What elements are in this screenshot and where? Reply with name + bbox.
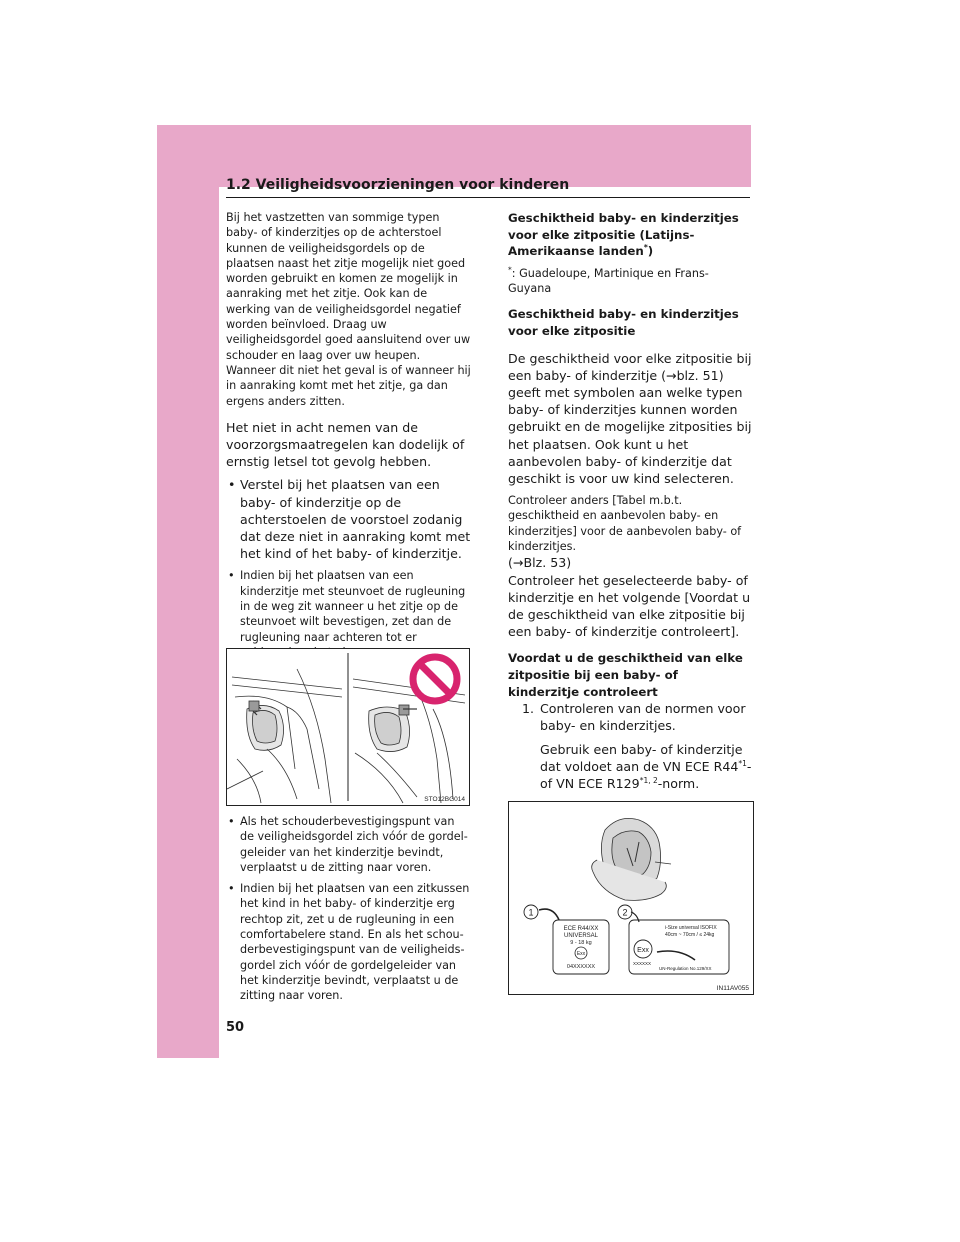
bullet-text: Verstel bij het plaatsen van een baby- of kinderzitje op de achterstoelen de voorstoel zodanig dat deze niet in aanraking komt met het kind of het baby- of kinderzitje. <box>240 477 471 562</box>
body-paragraph-3: Controleer het geselecteerde baby- of kinderzitje en het volgende [Voordat u de geschiktheid van elke zitpositie bij een baby- of kinderzitje controleert]. <box>508 572 751 640</box>
bullet-item <box>226 476 471 562</box>
body-paragraph-1: De geschiktheid voor elke zitpositie bij een baby- of kinderzitje (→blz. 51) geeft met symbolen aan welke typen baby- of kinderzitjes kunnen worden gebruikt en de mogelijke zitposities bij het plaatsen. Ook kunt u het aanbevolen baby- of kinderzitje dat geschikt is voor uw kind selecteren. <box>508 350 752 486</box>
bullet-text: Als het schouderbevestigingspunt van de veiligheidsgordel zich vóór de gordel-geleider van het kinderzitje bevindt, verplaatst u de zitting naar voren. <box>240 815 468 874</box>
step-1 <box>522 700 752 734</box>
section-title: 1.2 Veiligheidsvoorzieningen voor kinderen <box>226 177 570 193</box>
heading-latam-sup: * <box>643 243 648 253</box>
bullet-dot: • <box>228 569 235 583</box>
svg-text:1: 1 <box>528 907 534 918</box>
bullet-dot: • <box>228 882 235 896</box>
svg-text:Exx: Exx <box>637 947 649 954</box>
svg-text:9 - 18 kg: 9 - 18 kg <box>570 940 592 946</box>
svg-text:ECE R44/XX: ECE R44/XX <box>563 926 599 932</box>
detail-text: Gebruik een baby- of kinderzitje dat voldoet aan de VN ECE R44 <box>540 741 743 774</box>
heading-latam <box>508 210 752 260</box>
bullet-dot: • <box>228 477 236 493</box>
detail-text: -norm. <box>657 775 700 791</box>
left-column <box>226 210 471 660</box>
page-reference: (→Blz. 53) <box>508 555 572 571</box>
body-paragraph-2: Controleer anders [Tabel m.b.t. geschiktheid en aanbevolen baby- en kinderzitjes] voor de aanbevolen baby- of kinderzitjes. <box>508 494 742 554</box>
step-number: 1. <box>522 701 535 717</box>
figure-code: STO12BG014 <box>424 796 465 803</box>
footnote-text: : Guadeloupe, Martinique en Frans-Guyana <box>508 266 709 296</box>
detail-sup: *1 <box>738 758 747 768</box>
bottom-color-band <box>157 1038 219 1058</box>
bullet-item <box>226 814 471 875</box>
footnote <box>508 266 752 297</box>
section-rule <box>226 197 750 198</box>
prohibition-icon <box>413 657 457 701</box>
svg-text:2: 2 <box>622 907 628 918</box>
footnote-sup: * <box>508 265 512 275</box>
svg-text:04XXXXXX: 04XXXXXX <box>566 964 596 970</box>
heading-before-check: Voordat u de geschiktheid van elke zitpositie bij een baby- of kinderzitje controleert <box>508 651 743 699</box>
seat-illustration <box>227 649 469 805</box>
svg-text:i-Size universal ISOFIX: i-Size universal ISOFIX <box>665 925 717 931</box>
label-illustration <box>509 802 753 994</box>
step-1-detail-a <box>522 741 752 793</box>
bullet-text: Indien bij het plaatsen van een kinderzitje met steunvoet de rugleuning in de weg zit wanneer u het zitje op de steunvoet wilt bevestigen, zet dan de rugleuning naar achteren tot er <box>240 569 466 644</box>
callout-1 <box>524 905 559 920</box>
figure-code: IN11AV055 <box>716 985 749 992</box>
intro-paragraph: Bij het vastzetten van sommige typen baby- of kinderzitjes op de achterstoel kunnen de veiligheidsgordels op de plaatsen naast het zitje mogelijk niet goed worden gebruikt en komen ze mogelijk in aanraking met het zitje. Ook kan de werking van de veiligheidsgordel negatief worden beïnvloed. Draag uw veiligheidsgordel goed aansluitend over uw schouder en laag over uw heupen. Wanneer dit niet het geval is of wanneer hij in aanraking komt met het zitje, ga dan ergens anders zitten. <box>226 211 471 408</box>
svg-text:40cm ~ 70cm / ≤ 24kg: 40cm ~ 70cm / ≤ 24kg <box>665 932 715 938</box>
left-column-lower <box>226 814 471 1004</box>
bullet-item <box>226 568 471 660</box>
step-text: Controleren van de normen voor baby- en kinderzitjes. <box>540 701 746 734</box>
svg-text:UNIVERSAL: UNIVERSAL <box>563 933 599 939</box>
side-color-band <box>157 125 219 1058</box>
page-number: 50 <box>226 1020 245 1035</box>
heading-suitability: Geschiktheid baby- en kinderzitjes voor elke zitpositie <box>508 307 739 338</box>
svg-text:Exx: Exx <box>576 951 586 957</box>
seat-adjust-figure <box>226 648 470 806</box>
child-seat-drawing <box>592 818 671 900</box>
detail-text: - of VN ECE R129 <box>540 758 752 791</box>
bullet-item <box>226 881 471 1003</box>
detail-sup: *1, 2 <box>639 775 658 785</box>
warning-paragraph: Het niet in acht nemen van de voorzorgsmaatregelen kan dodelijk of ernstig letsel tot gevolg hebben. <box>226 419 465 470</box>
svg-text:XXXXXX: XXXXXX <box>633 961 652 966</box>
heading-latam-text: Geschiktheid baby- en kinderzitjes voor elke zitpositie (Latijns-Amerikaanse landen <box>508 211 739 259</box>
callout-2 <box>618 905 632 919</box>
bullet-text: Indien bij het plaatsen van een zitkussen het kind in het baby- of kinderzitje erg rechtop zit, zet u de rugleuning in een comfortabelere stand. En als het schou-derbevestigingspunt van de veiligheids-gordel zich vóór de gordelgeleider van het kinderzitje bevindt, verplaatst u de zitting naar voren. <box>240 882 470 1003</box>
ece-r44-label <box>553 920 609 974</box>
approval-label-figure <box>508 801 754 995</box>
bullet-dot: • <box>228 815 235 828</box>
svg-text:UN-Regulation No.129/XX: UN-Regulation No.129/XX <box>659 966 712 971</box>
r129-label <box>629 912 729 974</box>
heading-latam-end: ) <box>647 244 654 259</box>
